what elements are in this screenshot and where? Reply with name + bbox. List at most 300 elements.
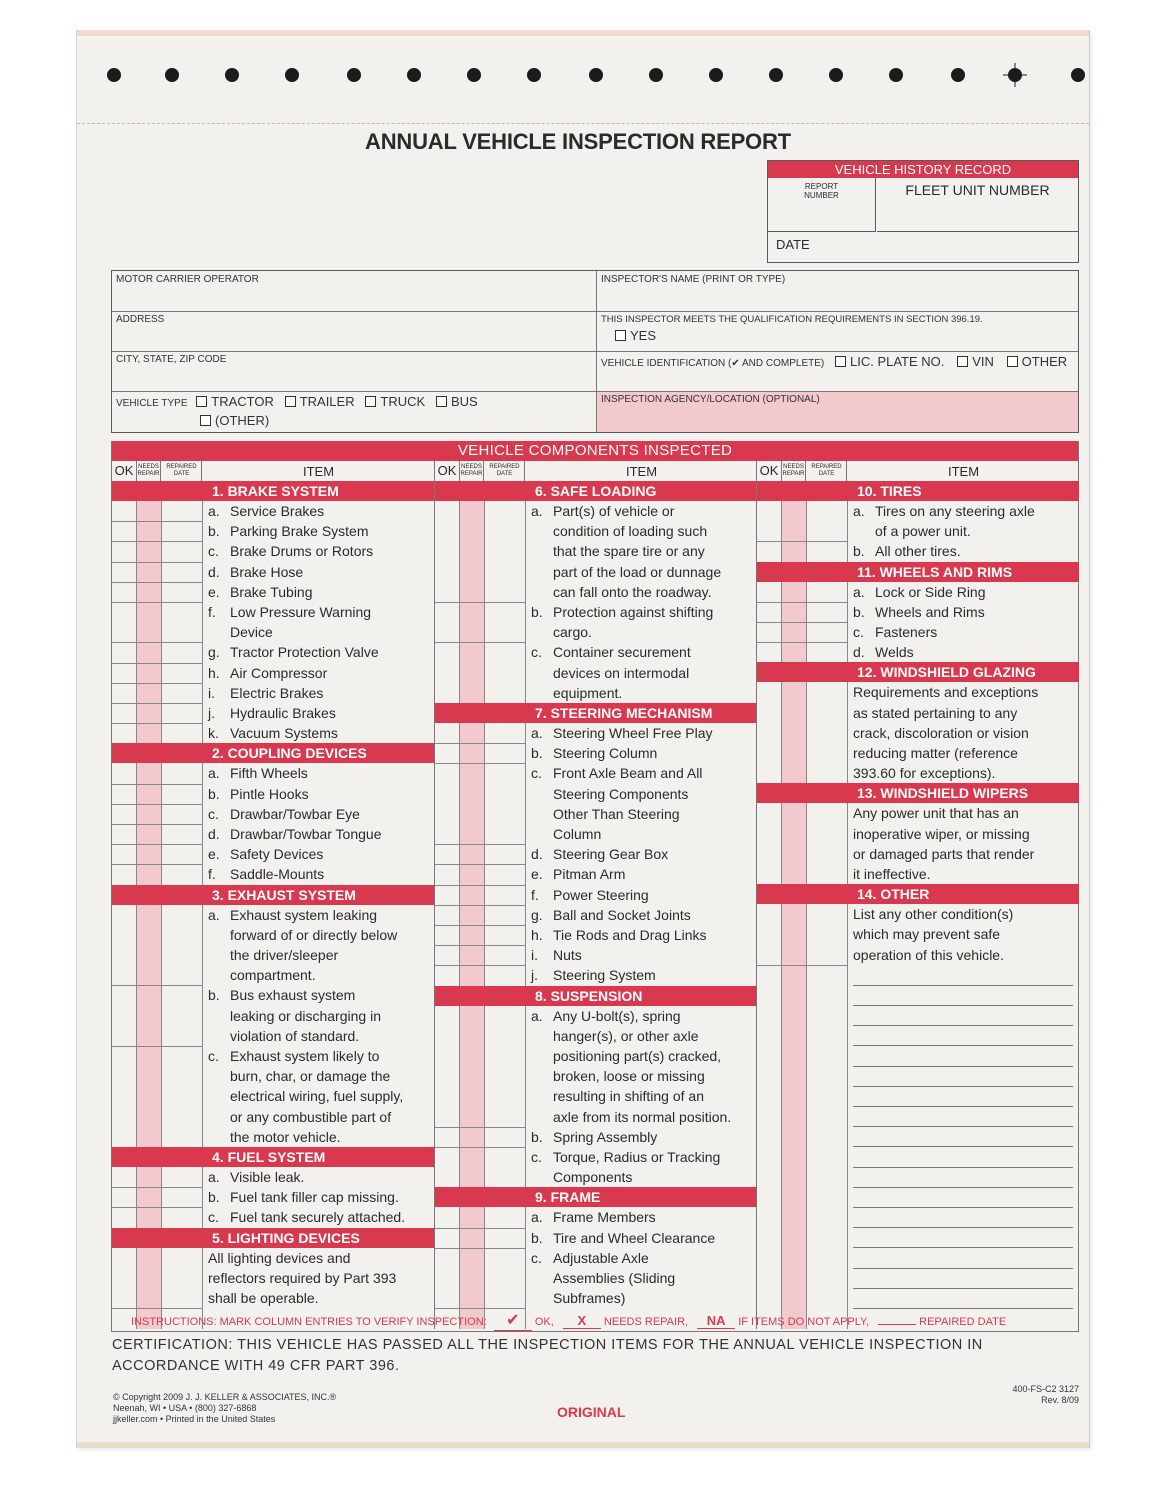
item-text: Drawbar/Towbar Tongue <box>230 826 382 842</box>
inspection-item <box>208 844 434 864</box>
item-text: reducing matter (reference <box>853 745 1018 761</box>
inspection-item <box>531 602 757 642</box>
inspection-item <box>208 582 434 602</box>
other-type-label: (OTHER) <box>215 413 270 428</box>
yes-checkbox[interactable] <box>615 330 626 341</box>
item-text: Bus exhaust system <box>230 987 356 1004</box>
truck-label: TRUCK <box>380 394 426 409</box>
perforation-line <box>77 123 1089 124</box>
item-text: the motor vehicle. <box>230 1128 341 1145</box>
inspection-item <box>853 541 1079 561</box>
item-text: Fasteners <box>875 624 938 640</box>
item-text: broken, loose or missing <box>553 1068 705 1085</box>
binding-hole-icon <box>407 68 421 82</box>
item-text: Lock or Side Ring <box>875 583 986 600</box>
section-header <box>757 562 1079 582</box>
item-letter: a. <box>208 1169 220 1185</box>
inspection-item <box>208 703 434 723</box>
bus-label: BUS <box>450 394 478 409</box>
item-text: Fuel tank securely attached. <box>230 1209 406 1226</box>
item-letter: c. <box>853 624 864 640</box>
mark-columns <box>112 481 203 1329</box>
item-text: Exhaust system likely to <box>230 1048 380 1064</box>
inspection-item <box>208 824 434 844</box>
instructions-lead: INSTRUCTIONS: MARK COLUMN ENTRIES TO VERIFY INSPECTION: <box>131 1316 487 1328</box>
inspection-item <box>208 985 434 1046</box>
write-in-line[interactable] <box>853 1066 1073 1067</box>
item-text: part of the load or dunnage <box>553 563 722 580</box>
item-letter: i. <box>531 947 538 964</box>
item-text: devices on intermodal <box>553 664 690 681</box>
item-text: violation of standard. <box>230 1027 360 1044</box>
write-in-line[interactable] <box>853 1247 1073 1248</box>
item-text: it ineffective. <box>853 866 931 882</box>
item-text: Tires on any steering axle <box>875 503 1035 519</box>
inspection-item <box>531 1147 757 1187</box>
item-letter: b. <box>853 603 865 620</box>
item-text: Visible leak. <box>230 1169 305 1185</box>
binding-hole-icon <box>1071 68 1085 82</box>
item-header: ITEM <box>947 464 980 479</box>
instructions <box>131 1310 1006 1331</box>
item-letter: f. <box>208 604 216 620</box>
inspection-item <box>208 804 434 824</box>
item-text: Electric Brakes <box>230 684 324 701</box>
item-letter: f. <box>208 866 216 883</box>
write-in-line[interactable] <box>853 1207 1073 1208</box>
item-letter: a. <box>531 1209 543 1226</box>
item-text: equipment. <box>553 684 623 701</box>
write-in-line[interactable] <box>853 1187 1073 1188</box>
section-title: 1. BRAKE SYSTEM <box>212 483 339 499</box>
bus-checkbox[interactable] <box>436 396 447 407</box>
item-letter: b. <box>208 987 220 1004</box>
write-in-line[interactable] <box>853 1005 1073 1006</box>
tractor-label: TRACTOR <box>211 394 274 409</box>
report-number-label: REPORT NUMBER <box>804 182 839 200</box>
inspection-item <box>208 541 434 561</box>
vehicle-type-field <box>112 391 596 432</box>
report-number-field[interactable] <box>768 178 876 232</box>
inspection-item <box>208 905 434 986</box>
item-text: forward of or directly below <box>230 926 398 943</box>
write-in-line[interactable] <box>853 1086 1073 1087</box>
item-text: Low Pressure Warning <box>230 604 372 620</box>
publisher-web: jjkeller.com • Printed in the United States <box>113 1414 276 1424</box>
item-text: Components <box>553 1169 633 1186</box>
binding-hole-icon <box>165 68 179 82</box>
item-letter: a. <box>531 725 543 741</box>
item-text: Nuts <box>553 947 582 964</box>
write-in-line[interactable] <box>853 1268 1073 1269</box>
item-text: Any power unit that has an <box>853 805 1019 822</box>
inspection-item <box>208 663 434 683</box>
inspection-item <box>531 965 757 985</box>
binding-hole-icon <box>709 68 723 82</box>
item-text: Power Steering <box>553 886 649 903</box>
item-text: Pintle Hooks <box>230 785 309 802</box>
item-text: positioning part(s) cracked, <box>553 1048 722 1064</box>
na-instruction: IF ITEMS DO NOT APPLY, <box>738 1316 870 1328</box>
binding-hole-icon <box>527 68 541 82</box>
section-header <box>435 1187 757 1207</box>
column-header <box>435 461 757 482</box>
section-title: 6. SAFE LOADING <box>535 483 657 499</box>
inspection-item <box>853 642 1079 662</box>
item-text: Parking Brake System <box>230 523 369 540</box>
item-text: Column <box>553 826 602 842</box>
inspection-item <box>531 864 757 884</box>
vin-label: VIN <box>972 354 994 369</box>
item-letter: d. <box>853 644 865 661</box>
item-text: or damaged parts that render <box>853 845 1035 862</box>
inspection-item <box>531 1228 757 1248</box>
section-header <box>757 783 1079 803</box>
item-text: Vacuum Systems <box>230 725 338 742</box>
item-text: All lighting devices and <box>208 1249 351 1266</box>
column-header <box>112 461 434 482</box>
item-text: Subframes) <box>553 1290 626 1307</box>
section-header <box>757 884 1079 904</box>
inspection-item <box>531 1127 757 1147</box>
item-letter: h. <box>208 664 220 681</box>
inspection-item <box>208 1187 434 1207</box>
vehicle-history-header: VEHICLE HISTORY RECORD <box>768 161 1078 178</box>
needs-repair-header: NEEDS REPAIR <box>137 461 161 481</box>
item-text: Tire and Wheel Clearance <box>553 1229 716 1246</box>
inspection-item <box>208 723 434 743</box>
section-header <box>112 481 434 501</box>
item-text: Welds <box>875 644 914 661</box>
item-text: Steering Wheel Free Play <box>553 725 713 741</box>
section-title: 7. STEERING MECHANISM <box>535 705 713 721</box>
ok-header: OK <box>112 461 137 481</box>
inspection-item <box>531 743 757 763</box>
item-letter: c. <box>531 765 542 782</box>
item-text: inoperative wiper, or missing <box>853 825 1030 842</box>
inspection-item <box>853 582 1079 602</box>
item-header: ITEM <box>302 464 335 479</box>
section-title: 12. WINDSHIELD GLAZING <box>857 664 1036 681</box>
item-text: Brake Drums or Rotors <box>230 543 374 560</box>
mark-columns <box>757 481 848 1329</box>
binding-hole-icon <box>829 68 843 82</box>
item-letter: a. <box>208 906 220 923</box>
vehicle-history-record <box>767 160 1079 263</box>
item-text: of a power unit. <box>875 523 971 540</box>
inspection-item <box>531 1006 757 1127</box>
inspection-item <box>208 1167 434 1187</box>
item-letter: b. <box>208 785 220 802</box>
item-text: axle from its normal position. <box>553 1108 732 1125</box>
publisher-address: Neenah, WI • USA • (800) 327-6868 <box>113 1403 257 1413</box>
inspection-item <box>531 723 757 743</box>
tractor-checkbox[interactable] <box>196 396 207 407</box>
item-text: Frame Members <box>553 1209 656 1226</box>
sheet-top-edge <box>77 30 1089 36</box>
binding-hole-icon <box>285 68 299 82</box>
binding-hole-icon <box>769 68 783 82</box>
binding-hole-icon <box>951 68 965 82</box>
item-letter: c. <box>208 805 219 822</box>
city-state-zip-label: CITY, STATE, ZIP CODE <box>116 354 227 365</box>
item-text: which may prevent safe <box>853 926 1001 943</box>
inspection-item <box>531 1248 757 1309</box>
section-header <box>435 986 757 1006</box>
write-in-line[interactable] <box>853 1308 1073 1309</box>
write-in-line[interactable] <box>853 1288 1073 1289</box>
inspection-item <box>531 844 757 864</box>
binding-hole-icon <box>649 68 663 82</box>
item-text: Requirements and exceptions <box>853 684 1039 701</box>
other-type-checkbox[interactable] <box>200 415 211 426</box>
na-label: NA <box>706 1313 726 1328</box>
item-letter: c. <box>208 1048 219 1064</box>
item-letter: h. <box>531 927 543 943</box>
item-letter: b. <box>531 604 543 620</box>
section-title: 8. SUSPENSION <box>535 987 643 1004</box>
item-text: Steering Gear Box <box>553 846 669 863</box>
section-title: 11. WHEELS AND RIMS <box>857 563 1013 580</box>
inspection-item <box>208 1046 434 1147</box>
inspection-item <box>853 501 1079 541</box>
section-title: 9. FRAME <box>535 1189 601 1206</box>
registration-mark-icon <box>1003 63 1027 87</box>
section-header <box>112 1228 434 1248</box>
trailer-label: TRAILER <box>299 394 355 409</box>
item-letter: e. <box>208 583 220 600</box>
item-text: Exhaust system leaking <box>230 906 378 923</box>
item-text: Fifth Wheels <box>230 765 308 782</box>
item-text: Wheels and Rims <box>875 603 985 620</box>
item-letter: j. <box>208 705 215 721</box>
item-text: All other tires. <box>875 543 961 560</box>
vehicle-identification-field <box>597 351 1078 391</box>
section-header <box>112 1147 434 1167</box>
check-mark-icon: ✔ <box>506 1312 520 1329</box>
item-text: Any U-bolt(s), spring <box>553 1007 681 1024</box>
item-text: crack, discoloration or vision <box>853 724 1029 741</box>
vehicle-identification-label: VEHICLE IDENTIFICATION (✔ AND COMPLETE) <box>601 358 825 369</box>
section-title: 14. OTHER <box>857 886 930 903</box>
item-letter: b. <box>208 523 220 540</box>
binding-hole-icon <box>467 68 481 82</box>
inspection-item <box>208 683 434 703</box>
item-text: Pitman Arm <box>553 866 626 883</box>
date-label: DATE <box>776 237 810 252</box>
copyright-text: © Copyright 2009 J. J. KELLER & ASSOCIATES, INC.® <box>113 1392 337 1402</box>
inspection-item <box>531 885 757 905</box>
lic-plate-checkbox[interactable] <box>835 356 846 367</box>
item-letter: a. <box>853 583 865 600</box>
section-title: 4. FUEL SYSTEM <box>212 1149 326 1165</box>
inspection-item <box>853 904 1079 965</box>
inspection-item <box>531 925 757 945</box>
item-text: Front Axle Beam and All <box>553 765 703 782</box>
truck-checkbox[interactable] <box>365 396 376 407</box>
item-text: or any combustible part of <box>230 1108 392 1125</box>
item-letter: c. <box>531 1249 542 1266</box>
item-text: Fuel tank filler cap missing. <box>230 1189 399 1206</box>
x-mark-label: X <box>577 1313 587 1328</box>
item-text: Assemblies (Sliding <box>553 1270 676 1286</box>
inspector-name-field[interactable] <box>597 271 1078 311</box>
form-number-block <box>1012 1384 1079 1406</box>
other-id-label: OTHER <box>1021 354 1068 369</box>
write-in-line[interactable] <box>853 1146 1073 1147</box>
address-label: ADDRESS <box>116 314 165 325</box>
fleet-unit-number-field[interactable] <box>877 178 1078 232</box>
address-field[interactable] <box>112 311 596 351</box>
section-header <box>112 743 434 763</box>
item-letter: a. <box>208 765 220 782</box>
item-text: Adjustable Axle <box>553 1249 649 1266</box>
write-in-line[interactable] <box>853 1045 1073 1046</box>
item-text: burn, char, or damage the <box>230 1068 391 1085</box>
inspection-item <box>208 1207 434 1227</box>
item-text: Tie Rods and Drag Links <box>553 927 707 943</box>
qualification-field <box>597 311 1078 351</box>
write-in-line[interactable] <box>853 1167 1073 1168</box>
item-letter: b. <box>208 1189 220 1206</box>
item-letter: d. <box>531 846 543 863</box>
inspection-item <box>208 864 434 884</box>
item-text: Part(s) of vehicle or <box>553 503 675 519</box>
item-text: Torque, Radius or Tracking <box>553 1149 721 1165</box>
section-title: 10. TIRES <box>857 483 922 499</box>
section-header <box>757 662 1079 682</box>
item-letter: e. <box>208 846 220 863</box>
item-text: List any other condition(s) <box>853 906 1014 923</box>
write-in-line[interactable] <box>853 1025 1073 1026</box>
item-text: Spring Assembly <box>553 1128 658 1145</box>
trailer-checkbox[interactable] <box>285 396 296 407</box>
item-text: 393.60 for exceptions). <box>853 765 996 782</box>
item-letter: i. <box>208 684 215 701</box>
needs-repair-instruction: NEEDS REPAIR, <box>603 1316 689 1328</box>
item-text: Brake Hose <box>230 563 304 580</box>
item-letter: c. <box>208 543 219 560</box>
fleet-unit-number-label: FLEET UNIT NUMBER <box>905 182 1050 198</box>
inspection-item <box>208 562 434 582</box>
page-title: ANNUAL VEHICLE INSPECTION REPORT <box>365 129 791 154</box>
item-letter: b. <box>531 1229 543 1246</box>
write-in-line[interactable] <box>853 1227 1073 1228</box>
item-letter: d. <box>208 826 220 842</box>
certification-statement: CERTIFICATION: THIS VEHICLE HAS PASSED ALL THE INSPECTION ITEMS FOR THE ANNUAL VEHICLE INSPECTION IN ACCORDANCE WITH 49 CFR PART 396. <box>112 1337 983 1374</box>
inspection-item <box>531 945 757 965</box>
item-letter: a. <box>531 503 543 519</box>
item-text: that the spare tire or any <box>553 543 705 560</box>
components-column-1 <box>112 461 434 1329</box>
item-text: the driver/sleeper <box>230 947 339 963</box>
section-header <box>757 481 1079 501</box>
item-letter: j. <box>531 967 538 984</box>
write-in-line[interactable] <box>853 985 1073 986</box>
other-id-checkbox[interactable] <box>1007 356 1018 367</box>
qualification-label: THIS INSPECTOR MEETS THE QUALIFICATION REQUIREMENTS IN SECTION 396.19. <box>601 314 983 325</box>
original-copy-label: ORIGINAL <box>557 1404 626 1420</box>
needs-repair-header: NEEDS REPAIR <box>782 461 806 481</box>
item-text: Saddle-Mounts <box>230 866 325 883</box>
item-text: hanger(s), or other axle <box>553 1027 699 1044</box>
inspection-item <box>853 803 1079 884</box>
inspector-name-label: INSPECTOR'S NAME (PRINT OR TYPE) <box>601 274 786 285</box>
item-text: Other Than Steering <box>553 805 680 822</box>
section-title: 2. COUPLING DEVICES <box>212 745 367 762</box>
inspection-agency-label: INSPECTION AGENCY/LOCATION (OPTIONAL) <box>601 394 820 405</box>
components-table <box>111 441 1079 1332</box>
binding-hole-icon <box>347 68 361 82</box>
vin-checkbox[interactable] <box>957 356 968 367</box>
inspection-agency-field[interactable] <box>597 391 1078 432</box>
ok-header: OK <box>757 461 782 481</box>
item-text: Air Compressor <box>230 664 328 681</box>
item-letter: a. <box>853 503 865 519</box>
date-field[interactable] <box>776 237 810 252</box>
inspection-item <box>853 622 1079 642</box>
item-text: Hydraulic Brakes <box>230 705 336 721</box>
item-letter: b. <box>531 745 543 762</box>
item-letter: k. <box>208 725 219 742</box>
components-column-2 <box>434 461 757 1329</box>
ok-header: OK <box>435 461 460 481</box>
inspection-item <box>208 642 434 662</box>
item-letter: a. <box>531 1007 543 1024</box>
item-text: Safety Devices <box>230 846 324 863</box>
item-text: Service Brakes <box>230 503 325 519</box>
item-text: electrical wiring, fuel supply, <box>230 1088 404 1105</box>
section-title: 3. EXHAUST SYSTEM <box>212 886 356 903</box>
write-in-line[interactable] <box>853 1106 1073 1107</box>
item-letter: g. <box>208 644 220 661</box>
repaired-date-header: REPAIRED DATE <box>162 461 202 481</box>
item-text: Steering Column <box>553 745 658 762</box>
ok-instruction: OK, <box>534 1316 554 1328</box>
item-text: Brake Tubing <box>230 583 313 600</box>
inspection-item <box>208 763 434 783</box>
item-text: reflectors required by Part 393 <box>208 1269 397 1286</box>
item-text: Steering System <box>553 967 656 984</box>
binding-hole-icon <box>225 68 239 82</box>
item-text: resulting in shifting of an <box>553 1088 704 1105</box>
item-text: Container securement <box>553 644 691 661</box>
item-text: compartment. <box>230 967 316 984</box>
item-text: Drawbar/Towbar Eye <box>230 805 360 822</box>
needs-repair-header: NEEDS REPAIR <box>460 461 484 481</box>
write-in-line[interactable] <box>853 1126 1073 1127</box>
item-letter: b. <box>531 1128 543 1145</box>
city-state-zip-field[interactable] <box>112 351 596 391</box>
binding-hole-icon <box>889 68 903 82</box>
repaired-date-instruction: REPAIRED DATE <box>919 1316 1007 1328</box>
inspection-item <box>208 1248 434 1309</box>
binding-hole-icon <box>589 68 603 82</box>
item-text: shall be operable. <box>208 1290 319 1306</box>
section-title: 13. WINDSHIELD WIPERS <box>857 785 1029 802</box>
item-letter: b. <box>853 543 865 560</box>
inspection-item <box>531 642 757 703</box>
inspection-item <box>531 1207 757 1227</box>
item-text: Tractor Protection Valve <box>230 644 379 661</box>
components-column-3 <box>756 461 1079 1329</box>
motor-carrier-field[interactable] <box>112 271 596 311</box>
item-text: Device <box>230 624 273 641</box>
item-text: Ball and Socket Joints <box>553 906 691 923</box>
inspection-item <box>531 763 757 844</box>
item-text: Steering Components <box>553 785 689 802</box>
inspection-item <box>531 501 757 602</box>
